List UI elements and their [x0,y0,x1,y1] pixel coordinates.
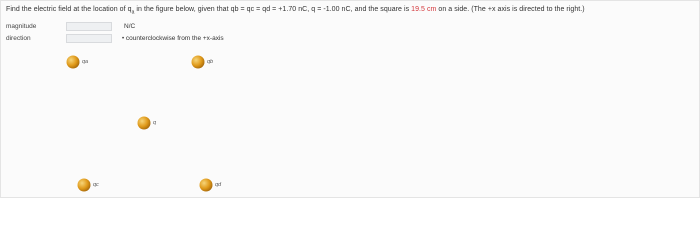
question-given: b = qc = qd = +1.70 nC, q = -1.00 nC, and the square is [234,6,410,13]
charge-qb-sphere [191,55,205,69]
question-middle: in the figure below, given that q [134,6,235,13]
direction-input[interactable] [66,34,112,43]
square-side: 19.5 cm [411,6,437,13]
magnitude-label: magnitude [6,23,37,30]
question-text [6,6,585,15]
charge-qb [191,55,205,69]
charge-qa [66,55,80,69]
direction-note: • counterclockwise from the +x-axis [122,35,224,42]
charge-qd-sphere [199,178,213,192]
charge-qd [199,178,213,192]
charge-qd-label: qd [215,182,222,188]
target-charge: q [127,6,132,13]
magnitude-input[interactable] [66,22,112,31]
charge-qc [77,178,91,192]
charge-q-label: q [153,120,157,126]
charge-q [137,116,151,130]
charge-qc-label: qc [93,182,99,188]
magnitude-unit: N/C [124,23,136,30]
charge-qc-sphere [77,178,91,192]
target-charge-sub: a [131,9,135,16]
question-prefix: Find the electric field at the location of [6,6,128,13]
charge-qa-sphere [66,55,80,69]
question-suffix: on a side. (The +x axis is directed to the right.) [438,6,585,13]
direction-label: direction [6,35,31,42]
charge-qa-label: qa [82,59,89,65]
charge-qb-label: qb [207,59,214,65]
direction-note-text: counterclockwise from the +x-axis [125,35,224,42]
charge-q-sphere [137,116,151,130]
